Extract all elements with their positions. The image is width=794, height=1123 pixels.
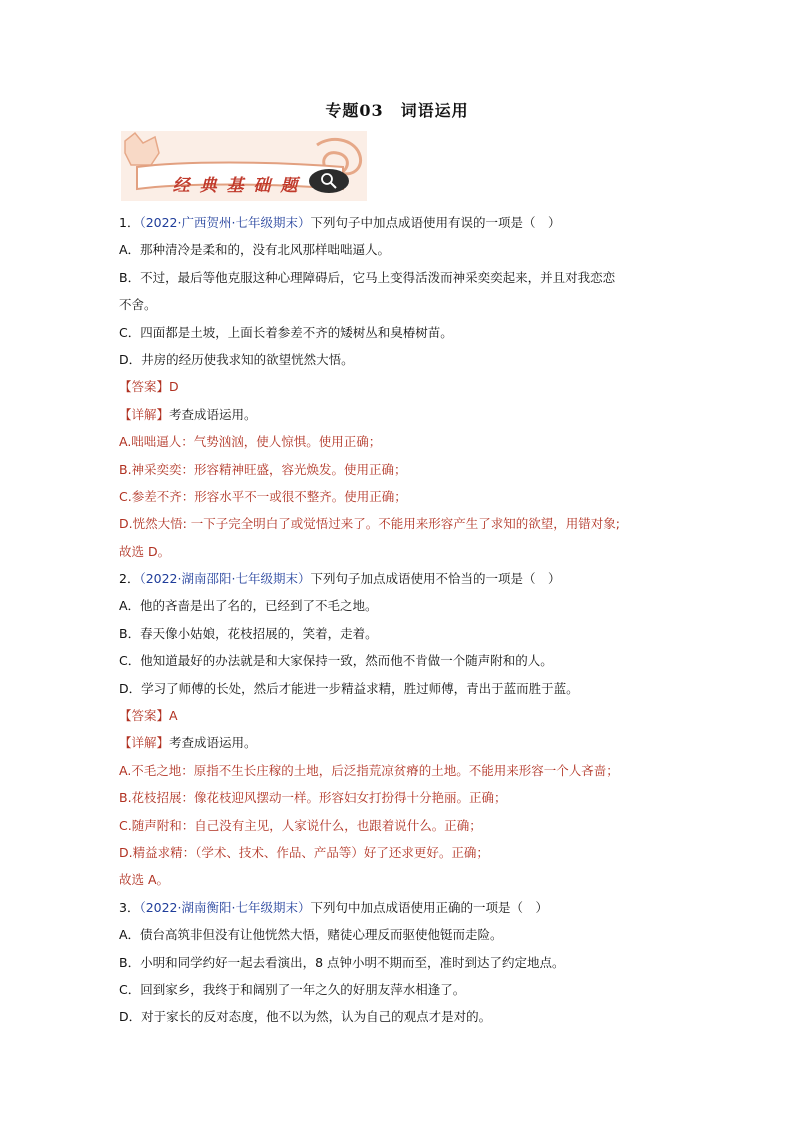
question-1-option-a: A．那种清冷是柔和的，没有北风那样咄咄逼人。 <box>119 242 391 258</box>
question-1-explain-a: A.咄咄逼人：气势汹汹，使人惊惧。使用正确； <box>119 434 382 450</box>
question-2-explain-a: A.不毛之地：原指不生长庄稼的土地，后泛指荒凉贫瘠的土地。不能用来形容一个人吝啬； <box>119 762 619 778</box>
question-2-explain-d: D.精益求精：（学术、技术、作品、产品等）好了还求更好。正确； <box>119 844 489 860</box>
question-3-option-a: A．债台高筑非但没有让他恍然大悟，赌徒心理反而驱使他铤而走险。 <box>119 927 503 943</box>
question-1-detail: 【详解】考查成语运用。 <box>119 406 257 422</box>
question-1-option-b: B．不过，最后等他克服这种心理障碍后，它马上变得活泼而神采奕奕起来，并且对我恋恋 <box>119 269 616 285</box>
question-3-stem: 3．（2022·湖南衡阳·七年级期末）下列句中加点成语使用正确的一项是（ ） <box>119 899 548 915</box>
question-1-option-c: C．四面都是土坡，上面长着参差不齐的矮树丛和臭椿树苗。 <box>119 324 453 340</box>
question-2-conclusion: 故选 A。 <box>119 872 170 888</box>
question-1-source: （2022·广西贺州·七年级期末） <box>139 215 311 230</box>
questions-content <box>119 209 689 1031</box>
question-2-option-d: D．学习了师傅的长处，然后才能进一步精益求精，胜过师傅，青出于蓝而胜于蓝。 <box>119 680 579 696</box>
question-2-explain-c: C.随声附和：自己没有主见，人家说什么，也跟着说什么。正确； <box>119 817 482 833</box>
question-1-explain-b: B.神采奕奕：形容精神旺盛，容光焕发。使用正确； <box>119 461 407 477</box>
question-2-option-a: A．他的吝啬是出了名的，已经到了不毛之地。 <box>119 598 378 614</box>
section-banner <box>121 131 367 201</box>
question-2-source: （2022·湖南邵阳·七年级期末） <box>139 571 311 587</box>
question-3-option-d: D．对于家长的反对态度，他不以为然，认为自己的观点才是对的。 <box>119 1009 492 1025</box>
question-2-stem: 2．（2022·湖南邵阳·七年级期末）下列句子加点成语使用不恰当的一项是（ ） <box>119 571 561 587</box>
question-3-source: （2022·湖南衡阳·七年级期末） <box>139 899 311 915</box>
question-2-explain-b: B.花枝招展：像花枝迎风摆动一样。形容妇女打扮得十分艳丽。正确； <box>119 790 507 806</box>
question-1-option-d: D．井房的经历使我求知的欲望恍然大悟。 <box>119 351 354 367</box>
page-title: 专题03 词语运用 <box>325 101 469 120</box>
question-2-answer: 【答案】A <box>119 708 178 724</box>
banner-label: 经 典 基 础 题 <box>172 176 300 196</box>
question-1-answer: 【答案】D <box>119 379 179 395</box>
question-1-conclusion: 故选 D。 <box>119 543 171 559</box>
question-3-option-b: B．小明和同学约好一起去看演出，8 点钟小明不期而至，准时到达了约定地点。 <box>119 954 565 970</box>
question-1-explain-d: D.恍然大悟: 一下子完全明白了或觉悟过来了。不能用来形容产生了求知的欲望，用错对象; <box>119 516 620 532</box>
question-1-option-b-cont: 不舍。 <box>119 297 157 313</box>
question-1-explain-c: C.参差不齐：形容水平不一或很不整齐。使用正确； <box>119 488 407 504</box>
question-2-option-b: B．春天像小姑娘，花枝招展的，笑着，走着。 <box>119 625 378 641</box>
question-1-stem: 1．（2022·广西贺州·七年级期末）下列句子中加点成语使用有误的一项是（ ） <box>119 215 561 230</box>
question-2-detail: 【详解】考查成语运用。 <box>119 735 257 751</box>
question-2-option-c: C．他知道最好的办法就是和大家保持一致，然而他不肯做一个随声附和的人。 <box>119 653 553 669</box>
question-3-option-c: C．回到家乡，我终于和阔别了一年之久的好朋友萍水相逢了。 <box>119 981 466 997</box>
